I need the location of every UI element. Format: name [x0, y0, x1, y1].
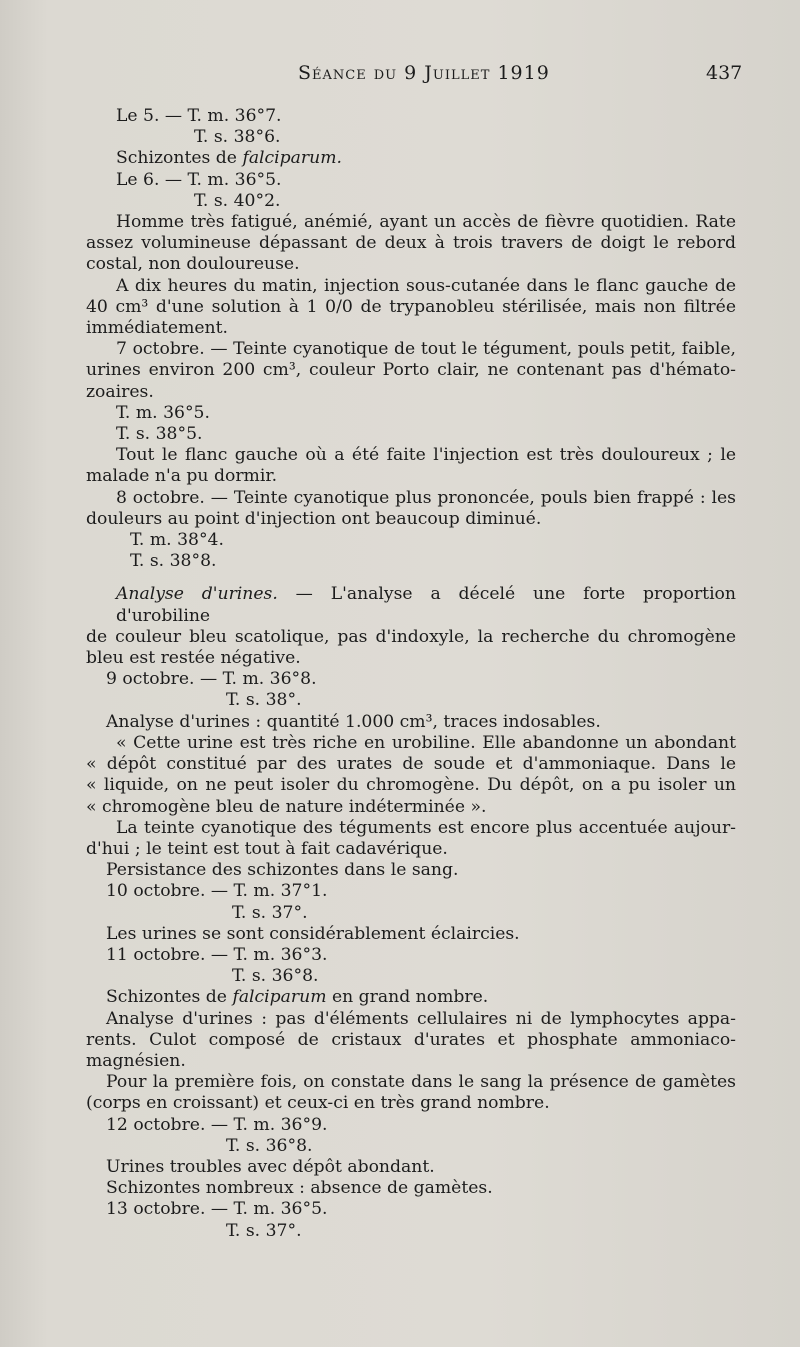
text-span: — L'analyse a décelé une forte proportion d'urobiline: [116, 584, 736, 626]
species-name: falciparum: [232, 987, 327, 1008]
text-line: T. s. 36°8.: [226, 1135, 313, 1156]
text-line: bleu est restée négative.: [86, 648, 301, 669]
text-span: Schizontes de: [116, 148, 243, 169]
running-title: Séance du 9 Juillet 1919: [298, 62, 550, 84]
text-line: Tout le flanc gauche où a été faite l'injection est très douloureux ; le: [116, 445, 736, 466]
text-line: 10 octobre. — T. m. 37°1.: [106, 881, 328, 902]
text-line: immédiatement.: [86, 318, 228, 339]
text-line: « dépôt constitué par des urates de soude et d'ammoniaque. Dans le: [86, 754, 736, 775]
text-line: 8 octobre. — Teinte cyanotique plus prononcée, pouls bien frappé : les: [116, 487, 736, 508]
text-line: 11 octobre. — T. m. 36°3.: [106, 944, 328, 965]
body-text: [86, 106, 736, 1242]
text-line: costal, non douloureuse.: [86, 254, 300, 275]
text-line: T. s. 37°.: [232, 902, 308, 923]
text-line: Analyse d'urines : pas d'éléments cellulaires ni de lymphocytes appa-: [106, 1008, 736, 1029]
text-line: « chromogène bleu de nature indéterminée ».: [86, 796, 487, 817]
text-span: Schizontes de: [106, 987, 233, 1008]
species-name: falciparum.: [242, 148, 342, 169]
text-line: « Cette urine est très riche en urobiline. Elle abandonne un abondant: [116, 732, 736, 753]
text-line: urines environ 200 cm³, couleur Porto clair, ne contenant pas d'hémato-: [86, 360, 736, 381]
text-line: T. s. 40°2.: [194, 190, 281, 211]
text-line: La teinte cyanotique des téguments est encore plus accentuée aujour-: [116, 817, 736, 838]
text-line: T. m. 36°5.: [116, 402, 210, 423]
text-line: zoaires.: [86, 381, 154, 402]
text-line: Les urines se sont considérablement éclaircies.: [106, 923, 520, 944]
text-line: « liquide, on ne peut isoler du chromogène. Du dépôt, on a pu isoler un: [86, 775, 736, 796]
text-line: de couleur bleu scatolique, pas d'indoxyle, la recherche du chromogène: [86, 626, 736, 647]
section-heading: Analyse d'urines.: [116, 584, 278, 605]
text-line: douleurs au point d'injection ont beaucoup diminué.: [86, 508, 542, 529]
text-line: 7 octobre. — Teinte cyanotique de tout le tégument, pouls petit, faible,: [116, 339, 736, 360]
text-line: T. s. 37°.: [226, 1220, 302, 1241]
text-line: [86, 584, 736, 626]
text-line: d'hui ; le teint est tout à fait cadavérique.: [86, 838, 448, 859]
text-line: [86, 987, 736, 1008]
text-line: T. s. 38°5.: [116, 424, 203, 445]
text-line: Analyse d'urines : quantité 1.000 cm³, traces indosables.: [106, 711, 601, 732]
text-line: Le 5. — T. m. 36°7.: [116, 106, 282, 126]
text-line: (corps en croissant) et ceux-ci en très grand nombre.: [86, 1093, 550, 1114]
text-line: T. s. 38°8.: [130, 551, 217, 572]
text-line: 9 octobre. — T. m. 36°8.: [106, 669, 317, 690]
text-span: en grand nombre.: [326, 987, 489, 1008]
text-line: T. s. 38°.: [226, 690, 302, 711]
text-line: Le 6. — T. m. 36°5.: [116, 169, 282, 190]
text-line: assez volumineuse dépassant de deux à trois travers de doigt le rebord: [86, 233, 736, 254]
text-line: T. s. 36°8.: [232, 966, 319, 987]
text-line: 40 cm³ d'une solution à 1 0/0 de trypanobleu stérilisée, mais non filtrée: [86, 296, 736, 317]
text-line: Homme très fatigué, anémié, ayant un accès de fièvre quotidien. Rate: [116, 212, 736, 233]
page-header: [0, 62, 800, 92]
page-number: 437: [706, 62, 743, 84]
text-line: magnésien.: [86, 1050, 186, 1071]
text-line: A dix heures du matin, injection sous-cutanée dans le flanc gauche de: [116, 275, 736, 296]
text-line: Urines troubles avec dépôt abondant.: [106, 1156, 435, 1177]
text-line: Pour la première fois, on constate dans le sang la présence de gamètes: [106, 1072, 736, 1093]
text-line: malade n'a pu dormir.: [86, 466, 278, 487]
paragraph-gap: [86, 572, 736, 584]
text-line: T. s. 38°6.: [194, 127, 281, 148]
text-line: 13 octobre. — T. m. 36°5.: [106, 1199, 328, 1220]
text-line: rents. Culot composé de cristaux d'urates et phosphate ammoniaco-: [86, 1029, 736, 1050]
text-line: 12 octobre. — T. m. 36°9.: [106, 1114, 328, 1135]
text-line: Persistance des schizontes dans le sang.: [106, 860, 459, 881]
text-line: T. m. 38°4.: [130, 530, 224, 551]
text-line: Schizontes nombreux : absence de gamètes.: [106, 1178, 493, 1199]
text-line: [86, 148, 736, 169]
